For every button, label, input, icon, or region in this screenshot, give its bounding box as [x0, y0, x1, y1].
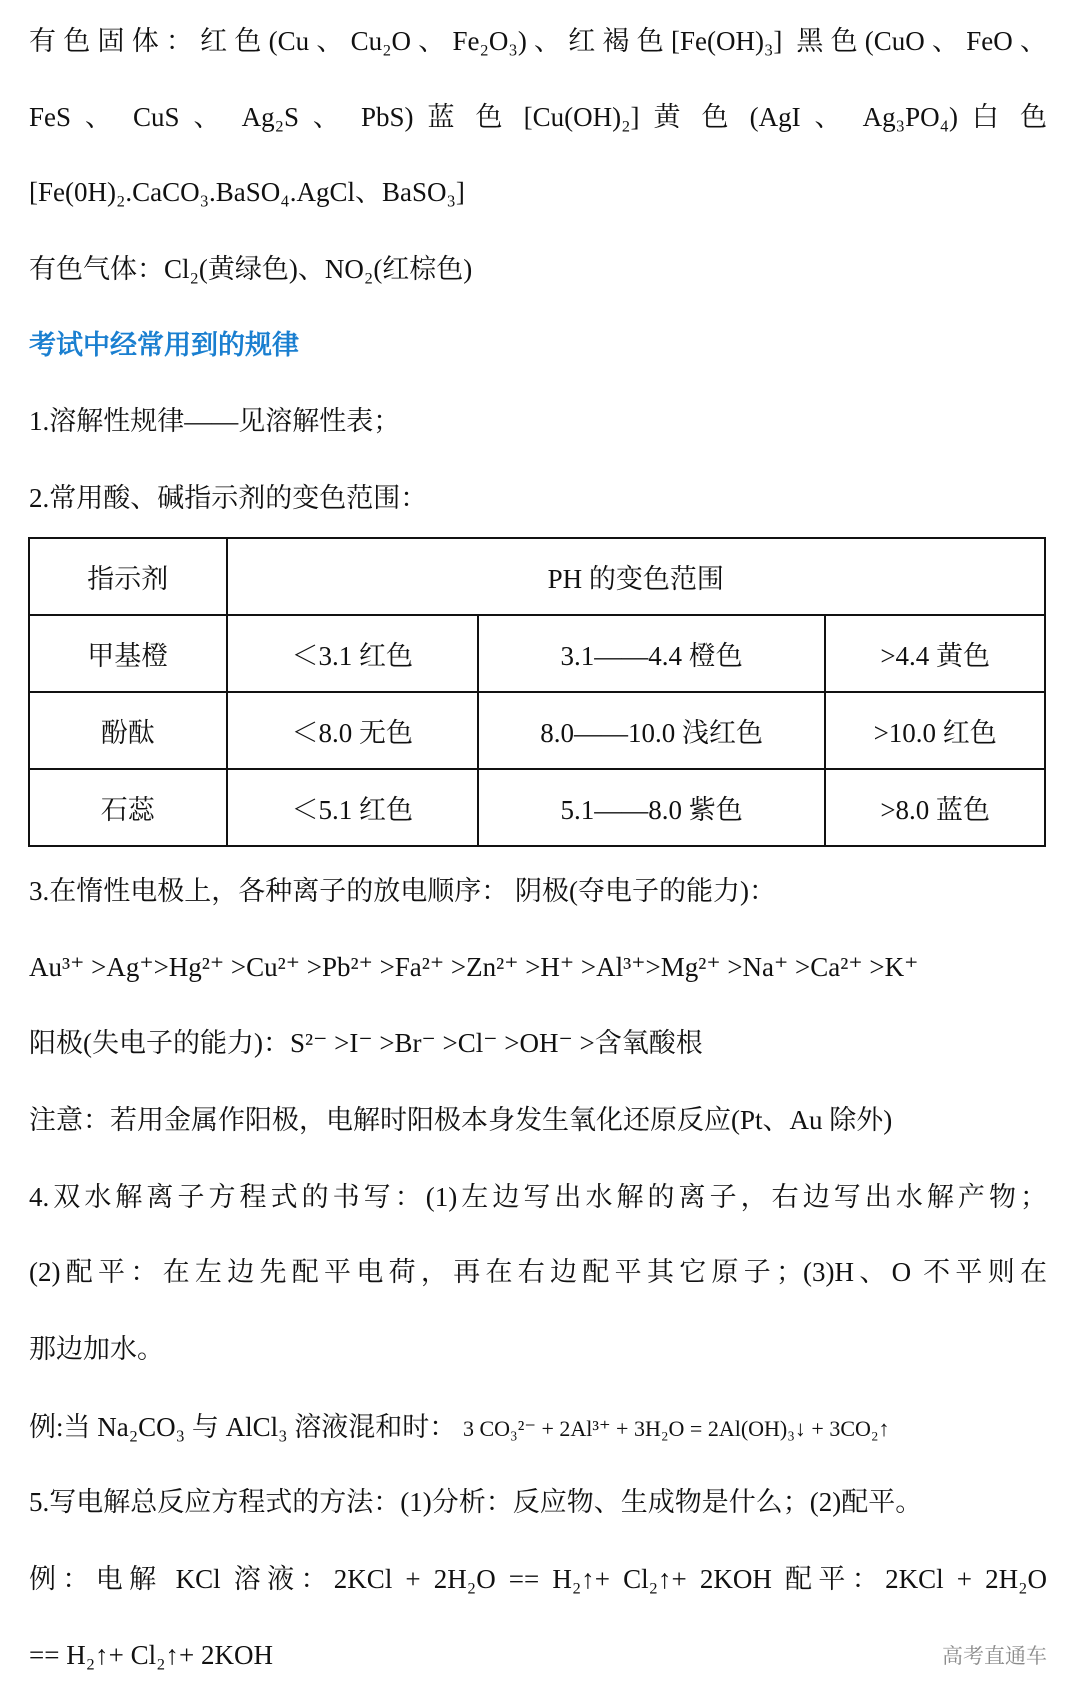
text-line: 2.常用酸、碱指示剂的变色范围：	[29, 483, 428, 513]
table-cell: 8.0——10.0 浅红色	[478, 692, 825, 769]
table-row	[29, 769, 1045, 846]
text-line: [Fe(0H)₂.CaCO₃.BaSO₄.AgCl、BaSO₃]	[29, 177, 465, 207]
text-line: Au³⁺ >Ag⁺>Hg²⁺ >Cu²⁺ >Pb²⁺ >Fa²⁺ >Zn²⁺ >H⁺ >Al³⁺>Mg²⁺ >Na⁺ >Ca²⁺ >K⁺	[29, 952, 919, 982]
table-cell: 5.1——8.0 紫色	[478, 769, 825, 846]
table-header-row	[29, 538, 1045, 615]
text-line: 阳极(失电子的能力)：S²⁻ >I⁻ >Br⁻ >Cl⁻ >OH⁻ >含氧酸根	[29, 1028, 703, 1058]
table-cell: 甲基橙	[29, 615, 227, 692]
table-cell: ＜5.1 红色	[227, 769, 478, 846]
indicator-table	[28, 537, 1046, 847]
table-cell: 酚酞	[29, 692, 227, 769]
text-line: 3.在惰性电极上，各种离子的放电顺序： 阴极(夺电子的能力)：	[29, 876, 776, 906]
text-line: 那边加水。	[29, 1334, 164, 1364]
table-cell: 石蕊	[29, 769, 227, 846]
table-cell: >8.0 蓝色	[825, 769, 1045, 846]
equation: 3 CO₃²⁻ + 2Al³⁺ + 3H₂O = 2Al(OH)₃↓ + 3CO₂↑	[463, 1416, 890, 1441]
table-cell: 3.1——4.4 橙色	[478, 615, 825, 692]
text-line: FeS 、 CuS 、 Ag₂S 、 PbS) 蓝 色 [Cu(OH)₂] 黄 色 (AgI 、 Ag₃PO₄) 白 色	[29, 102, 1047, 132]
text-line: 4.双水解离子方程式的书写：(1)左边写出水解的离子，右边写出水解产物；	[29, 1182, 1047, 1212]
text-line: 1.溶解性规律——见溶解性表；	[29, 406, 401, 436]
table-cell: ＜8.0 无色	[227, 692, 478, 769]
table-row	[29, 692, 1045, 769]
table-header-cell: 指示剂	[29, 538, 227, 615]
text-line: 有色固体：红色(Cu、Cu₂O、Fe₂O₃)、红褐色[Fe(OH)₃] 黑色(CuO、FeO、	[29, 26, 1047, 56]
text-line: (2)配平：在左边先配平电荷，再在右边配平其它原子；(3)H、O 不平则在	[29, 1257, 1047, 1287]
watermark: 高考直通车	[942, 1644, 1047, 1668]
table-header-cell: PH 的变色范围	[227, 538, 1046, 615]
table-cell: ＜3.1 红色	[227, 615, 478, 692]
section-heading: 考试中经常用到的规律	[29, 330, 299, 361]
text-line: 注意：若用金属作阳极，电解时阳极本身发生氧化还原反应(Pt、Au 除外)	[29, 1105, 893, 1135]
text-line: == H₂↑+ Cl₂↑+ 2KOH	[29, 1640, 273, 1670]
text-line: 有色气体：Cl₂(黄绿色)、NO₂(红棕色)	[29, 254, 473, 284]
text-line: 5.写电解总反应方程式的方法：(1)分析：反应物、生成物是什么；(2)配平。	[29, 1487, 923, 1517]
table-row	[29, 615, 1045, 692]
table-cell: >10.0 红色	[825, 692, 1045, 769]
table-cell: >4.4 黄色	[825, 615, 1045, 692]
text-line: 例：电解 KCl 溶液：2KCl + 2H₂O == H₂↑+ Cl₂↑+ 2KOH 配平：2KCl + 2H₂O	[29, 1564, 1047, 1594]
text-line	[29, 1410, 890, 1446]
example-text: 例:当 Na₂CO₃ 与 AlCl₃ 溶液混和时：	[29, 1412, 457, 1442]
